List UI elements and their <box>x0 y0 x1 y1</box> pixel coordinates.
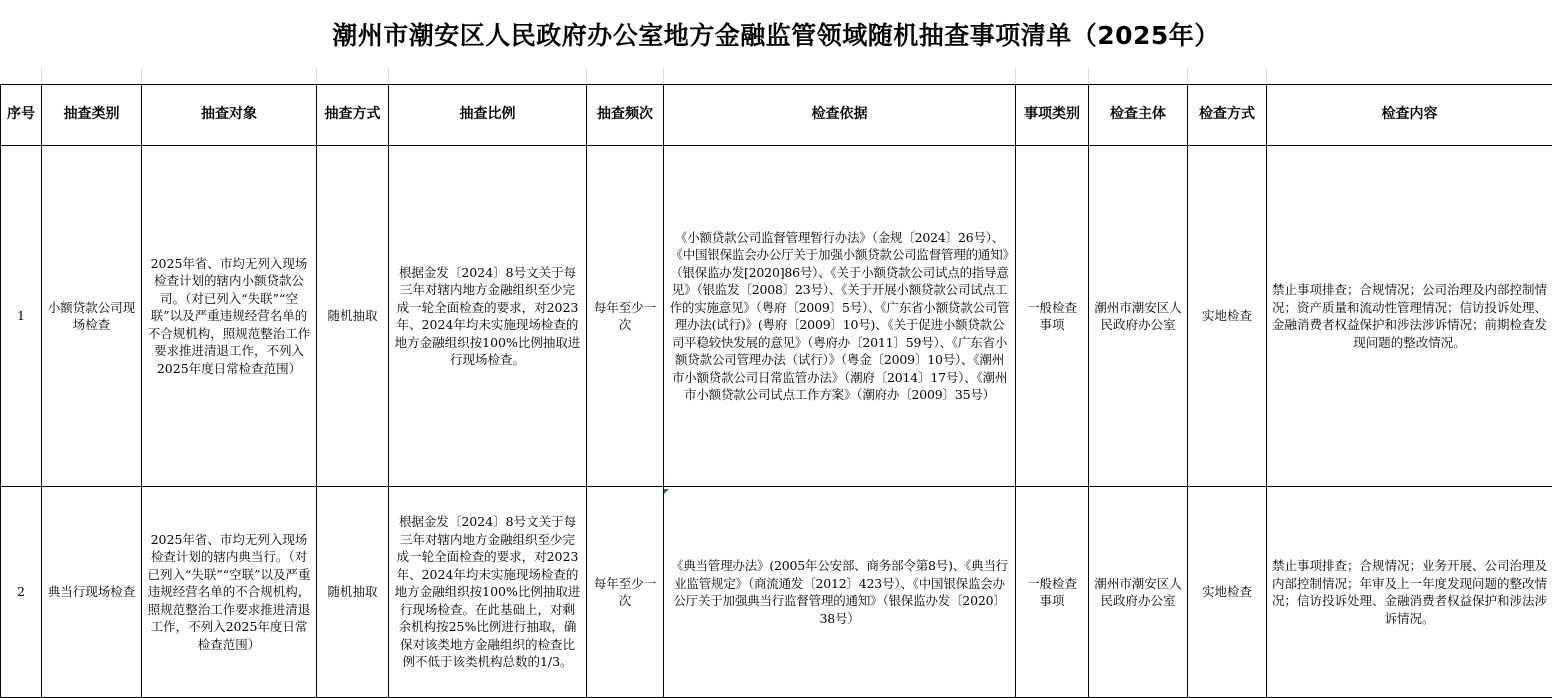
cell-subject: 潮州市潮安区人民政府办公室 <box>1089 487 1188 698</box>
table-row <box>1 146 1552 487</box>
cell-content: 禁止事项排查；合规情况；业务开展、公司治理及内部控制情况；年审及上一年度发现问题的整改情况；信访投诉处理、金融消费者权益保护和涉法涉诉情况。 <box>1267 487 1552 698</box>
page-title: 潮州市潮安区人民政府办公室地方金融监管领域随机抽查事项清单（2025年） <box>332 21 1220 50</box>
header-cell-item-type: 事项类别 <box>1016 85 1089 146</box>
cell-frequency: 每年至少一次 <box>587 146 664 487</box>
cell-content: 禁止事项排查；合规情况；公司治理及内部控制情况；资产质量和流动性管理情况；信访投诉处理、金融消费者权益保护和涉法涉诉情况；前期检查发现问题的整改情况。 <box>1267 146 1552 487</box>
header-cell-method: 抽查方式 <box>317 85 389 146</box>
cell-target: 2025年省、市均无列入现场检查计划的辖内典当行。（对已列入“失联”“空联”以及严重违规经营名单的不合规机构，照规范整治工作要求推进清退工作，不列入2025年度日常检查范围） <box>142 487 317 698</box>
cell-subject: 潮州市潮安区人民政府办公室 <box>1089 146 1188 487</box>
table-header-row <box>1 85 1552 146</box>
header-cell-basis: 检查依据 <box>664 85 1016 146</box>
header-cell-check-method: 检查方式 <box>1188 85 1267 146</box>
cell-check-method: 实地检查 <box>1188 146 1267 487</box>
header-cell-no: 序号 <box>1 85 42 146</box>
header-cell-frequency: 抽查频次 <box>587 85 664 146</box>
header-cell-category: 抽查类别 <box>42 85 142 146</box>
cell-comment-marker <box>664 489 669 494</box>
cell-item-type: 一般检查事项 <box>1016 487 1089 698</box>
cell-basis: 《典当管理办法》(2005年公安部、商务部令第8号)、《典当行业监管规定》（商流通发〔2012〕423号）、《中国银保监会办公厅关于加强典当行监督管理的通知》（银保监办发〔2020〕38号） <box>664 487 1016 698</box>
header-cell-content: 检查内容 <box>1267 85 1552 146</box>
cell-target: 2025年省、市均无列入现场检查计划的辖内小额贷款公司。（对已列入“失联”“空联”以及严重违规经营名单的不合规机构，照规范整治工作要求推进清退工作，不列入2025年度日常检查范围） <box>142 146 317 487</box>
cell-ratio: 根据金发〔2024〕8号文关于每三年对辖内地方金融组织至少完成一轮全面检查的要求，对2023年、2024年均未实施现场检查的地方金融组织按100%比例抽取进行现场检查。在此基础上，对剩余机构按25%比例进行抽取，确保对该类地方金融组织的检查比例不低于该类机构总数的1/3。 <box>389 487 587 698</box>
cell-method: 随机抽取 <box>317 487 389 698</box>
header-cell-target: 抽查对象 <box>142 85 317 146</box>
inspection-list-table <box>0 84 1552 698</box>
cell-category: 典当行现场检查 <box>42 487 142 698</box>
cell-frequency: 每年至少一次 <box>587 487 664 698</box>
cell-ratio: 根据金发〔2024〕8号文关于每三年对辖内地方金融组织至少完成一轮全面检查的要求，对2023年、2024年均未实施现场检查的地方金融组织按100%比例抽取进行现场检查。 <box>389 146 587 487</box>
cell-no: 2 <box>1 487 42 698</box>
cell-check-method: 实地检查 <box>1188 487 1267 698</box>
spreadsheet-gridline-strip <box>0 68 1552 84</box>
cell-no: 1 <box>1 146 42 487</box>
header-cell-ratio: 抽查比例 <box>389 85 587 146</box>
cell-method: 随机抽取 <box>317 146 389 487</box>
table-row <box>1 487 1552 698</box>
header-cell-subject: 检查主体 <box>1089 85 1188 146</box>
cell-category: 小额贷款公司现场检查 <box>42 146 142 487</box>
cell-basis: 《小额贷款公司监督管理暂行办法》（金规〔2024〕26号）、《中国银保监会办公厅关于加强小额贷款公司监督管理的通知》（银保监办发[2020]86号）、《关于小额贷款公司试点的指导意见》（银监发〔2008〕23号）、《关于开展小额贷款公司试点工作的实施意见》（粤府〔2009〕5号）、《广东省小额贷款公司管理办法(试行)》(粤府〔2009〕10号)、《关于促进小额贷款公司平稳较快发展的意见》（粤府办〔2011〕59号）、《广东省小额贷款公司管理办法（试行）》（粤金〔2009〕10号）、《潮州市小额贷款公司日常监管办法》（潮府〔2014〕17号）、《潮州市小额贷款公司试点工作方案》（潮府办〔2009〕35号） <box>664 146 1016 487</box>
cell-item-type: 一般检查事项 <box>1016 146 1089 487</box>
